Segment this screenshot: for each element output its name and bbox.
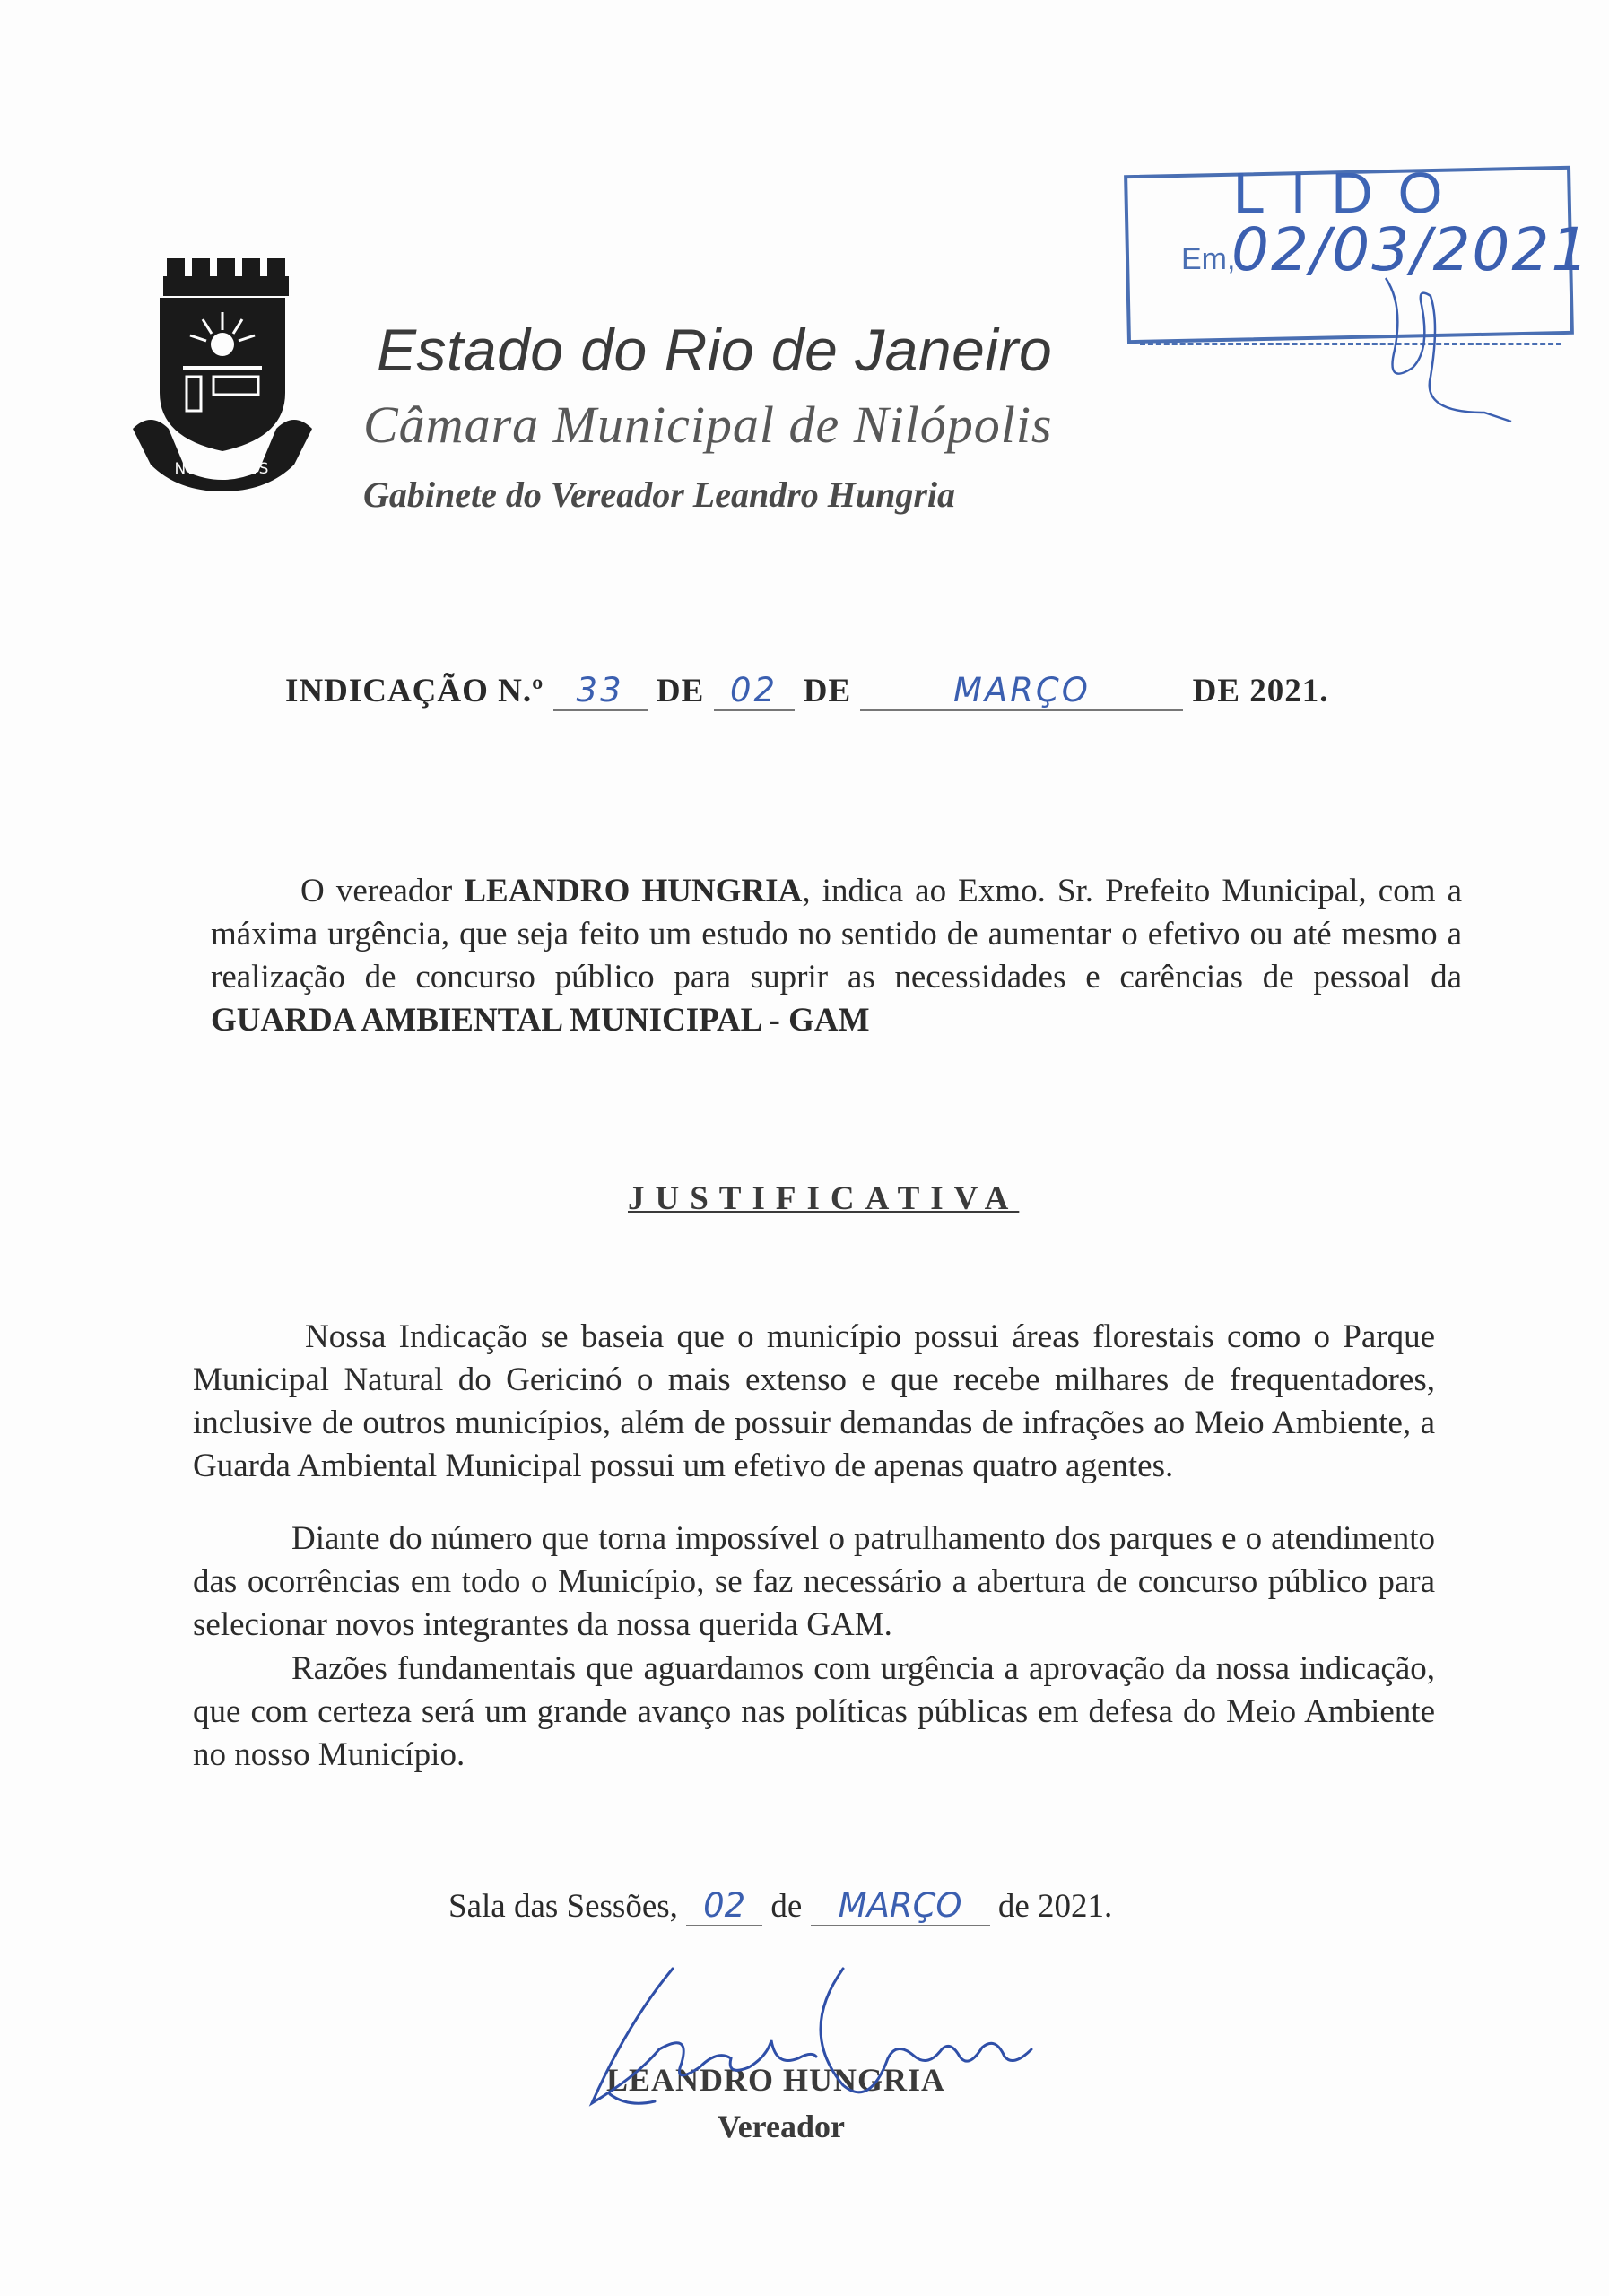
indicacao-month: MARÇO [860,671,1183,711]
closing-prefix: Sala das Sessões, [448,1888,678,1925]
indicacao-prefix: INDICAÇÃO N.º [285,673,544,709]
stamp-initials-scribble [1332,269,1565,430]
justificativa-paragraph-1: Nossa Indicação se baseia que o município possui áreas florestais como o Parque Municipal Natural do Gericinó o mais extenso e que recebe milhares de frequentadores, inclusive de outros municípios, além de possuir demandas de infrações ao Meio Ambiente, a Guarda Ambiental Municipal possui um efetivo de apenas quatro agentes. [193,1318,1435,1484]
closing-year: de 2021. [997,1888,1113,1925]
stamp-title: LIDO [1233,161,1468,225]
municipal-crest-logo [133,258,312,491]
received-stamp [1126,135,1591,372]
intro-organization: GUARDA AMBIENTAL MUNICIPAL - GAM [211,1002,870,1039]
intro-text-2: , indica ao Exmo. Sr. Prefeito Municipal, com a máxima urgência, que seja feito um estudo no sentido de aumentar o efetivo ou até mesmo a realização de concurso público para suprir as necessidades e carências de pessoal da [211,873,1463,996]
indicacao-line [285,671,1329,711]
crest-ribbon-text: NILÓPOLIS [174,460,271,478]
justificativa-paragraph-3: Razões fundamentais que aguardamos com urgência a aprovação da nossa indicação, que com certeza será um grande avanço nas políticas públicas em defesa do Meio Ambiente no nosso Município. [193,1650,1435,1773]
closing-day: 02 [686,1886,762,1926]
signatory-role: Vereador [718,2109,845,2144]
header-office: Gabinete do Vereador Leandro Hungria [363,474,956,515]
intro-paragraph [211,870,1462,1042]
header-state: Estado do Rio de Janeiro [377,317,1053,383]
closing-month: MARÇO [811,1886,990,1926]
header-chamber: Câmara Municipal de Nilópolis [363,396,1053,454]
intro-text-1: O vereador [300,873,465,909]
indicacao-day: 02 [714,671,795,711]
intro-councillor-name: LEANDRO HUNGRIA [464,873,803,909]
stamp-prefix: Em, [1181,242,1236,276]
handwritten-signature [574,1951,1058,2130]
indicacao-number: 33 [553,671,648,711]
closing-de: de [770,1888,803,1925]
indicacao-de-2: DE [803,673,852,709]
justificativa-paragraph-2: Diante do número que torna impossível o patrulhamento dos parques e o atendimento das ocorrências em todo o Município, se faz necessário a abertura de concurso público para selecionar novos integrantes da nossa querida GAM. [193,1520,1435,1643]
justificativa-heading: JUSTIFICATIVA [628,1180,1020,1217]
signatory-name: LEANDRO HUNGRIA [606,2062,946,2098]
indicacao-de-1: DE [656,673,705,709]
stamp-date: 02/03/2021 [1231,215,1591,284]
closing-line [448,1886,1112,1926]
indicacao-year: DE 2021. [1192,673,1329,709]
